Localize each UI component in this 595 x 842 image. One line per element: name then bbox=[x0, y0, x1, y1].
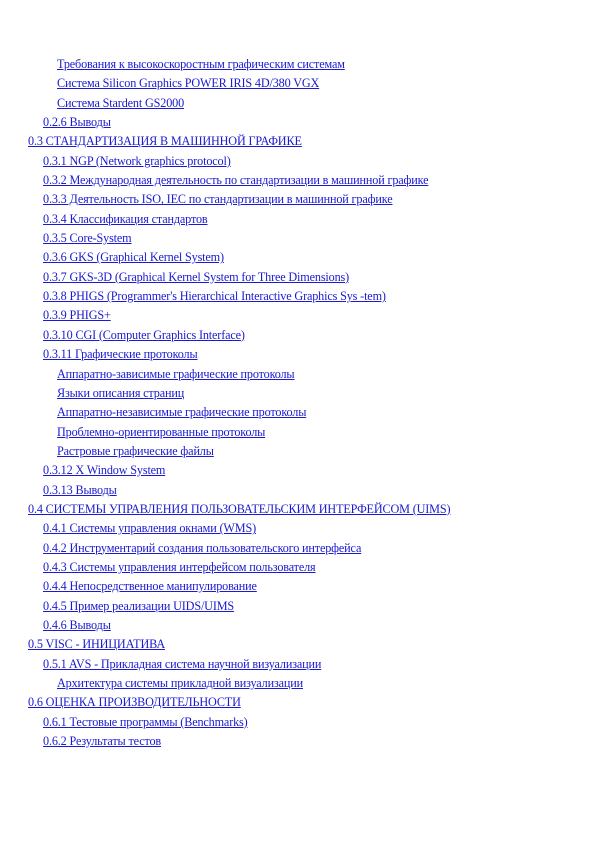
toc-link[interactable]: 0.3.10 CGI (Computer Graphics Interface) bbox=[43, 327, 245, 342]
toc-link[interactable]: 0.3.1 NGP (Network graphics protocol) bbox=[43, 153, 231, 168]
toc-link[interactable]: Архитектура системы прикладной визуализации bbox=[57, 676, 304, 690]
toc-entry bbox=[0, 713, 595, 732]
toc-entry bbox=[0, 655, 595, 674]
toc-link[interactable]: 0.6.1 Тестовые программы (Benchmarks) bbox=[43, 714, 248, 729]
toc-entry bbox=[0, 171, 595, 190]
toc-entry bbox=[0, 461, 595, 480]
toc-entry bbox=[0, 74, 595, 93]
toc-entry bbox=[0, 268, 595, 287]
toc-entry bbox=[0, 94, 595, 113]
toc-link[interactable]: 0.3.3 Деятельность ISO, IEC по стандартизации в машинной графике bbox=[43, 192, 393, 207]
toc-link[interactable]: 0.3.12 X Window System bbox=[43, 463, 166, 478]
toc-link[interactable]: 0.4.1 Системы управления окнами (WMS) bbox=[43, 521, 256, 536]
toc-link[interactable]: 0.4.3 Системы управления интерфейсом пользователя bbox=[43, 559, 316, 574]
toc-link[interactable]: 0.3.13 Выводы bbox=[43, 482, 117, 497]
toc-entry bbox=[0, 345, 595, 364]
toc-link[interactable]: 0.6.2 Результаты тестов bbox=[43, 734, 162, 749]
toc-link[interactable]: 0.2.6 Выводы bbox=[43, 115, 111, 130]
toc-entry bbox=[0, 287, 595, 306]
toc-entry bbox=[0, 190, 595, 209]
toc-entry bbox=[0, 442, 595, 461]
toc-link[interactable]: 0.4.5 Пример реализации UIDS/UIMS bbox=[43, 598, 235, 613]
toc-link[interactable]: 0.4.2 Инструментарий создания пользовательского интерфейса bbox=[43, 540, 362, 555]
toc-link[interactable]: 0.4.6 Выводы bbox=[43, 617, 111, 632]
toc-entry bbox=[0, 423, 595, 442]
toc-entry bbox=[0, 306, 595, 325]
toc-entry bbox=[0, 132, 595, 151]
toc-link[interactable]: 0.3.8 PHIGS (Programmer's Hierarchical Interactive Graphics Sys -tem) bbox=[43, 289, 386, 304]
toc-entry bbox=[0, 210, 595, 229]
toc-entry bbox=[0, 519, 595, 538]
toc-entry bbox=[0, 113, 595, 132]
toc-link[interactable]: 0.3.4 Классификация стандартов bbox=[43, 211, 208, 226]
toc-link[interactable]: 0.3.6 GKS (Graphical Kernel System) bbox=[43, 250, 224, 265]
toc-entry bbox=[0, 674, 595, 693]
toc-link[interactable]: 0.4 СИСТЕМЫ УПРАВЛЕНИЯ ПОЛЬЗОВАТЕЛЬСКИМ ИНТЕРФЕЙСОМ (UIMS) bbox=[28, 501, 451, 516]
toc-link[interactable]: Аппаратно-зависимые графические протоколы bbox=[57, 366, 295, 381]
toc-link[interactable]: Растровые графические файлы bbox=[57, 443, 214, 458]
toc-link[interactable]: 0.6 ОЦЕНКА ПРОИЗВОДИТЕЛЬНОСТИ bbox=[28, 695, 241, 710]
toc-link[interactable]: Система Silicon Graphics POWER IRIS 4D/380 VGX bbox=[57, 76, 320, 91]
toc-entry bbox=[0, 248, 595, 267]
toc-entry bbox=[0, 558, 595, 577]
toc-entry bbox=[0, 326, 595, 345]
table-of-contents bbox=[0, 55, 595, 751]
toc-entry bbox=[0, 635, 595, 654]
toc-link[interactable]: 0.4.4 Непосредственное манипулирование bbox=[43, 579, 257, 594]
toc-entry bbox=[0, 539, 595, 558]
toc-link[interactable]: 0.3.5 Core-System bbox=[43, 231, 132, 246]
toc-link[interactable]: 0.5 VISC - ИНИЦИАТИВА bbox=[28, 637, 165, 652]
toc-link[interactable]: 0.3.2 Международная деятельность по стандартизации в машинной графике bbox=[43, 173, 429, 188]
toc-entry bbox=[0, 152, 595, 171]
toc-link[interactable]: Требования к высокоскоростным графическим системам bbox=[57, 57, 345, 71]
toc-entry bbox=[0, 55, 595, 74]
toc-entry bbox=[0, 693, 595, 712]
toc-entry bbox=[0, 732, 595, 751]
toc-entry bbox=[0, 616, 595, 635]
toc-link[interactable]: 0.3.7 GKS-3D (Graphical Kernel System for Three Dimensions) bbox=[43, 269, 350, 284]
toc-entry bbox=[0, 365, 595, 384]
toc-entry bbox=[0, 597, 595, 616]
toc-entry bbox=[0, 403, 595, 422]
toc-entry bbox=[0, 577, 595, 596]
toc-entry bbox=[0, 229, 595, 248]
toc-link[interactable]: 0.3.9 PHIGS+ bbox=[43, 308, 111, 323]
toc-link[interactable]: 0.5.1 AVS - Прикладная система научной визуализации bbox=[43, 656, 322, 671]
toc-link[interactable]: Аппаратно-независимые графические протоколы bbox=[57, 405, 307, 420]
toc-link[interactable]: Система Stardent GS2000 bbox=[57, 95, 185, 110]
toc-entry bbox=[0, 481, 595, 500]
toc-link[interactable]: 0.3 СТАНДАРТИЗАЦИЯ В МАШИННОЙ ГРАФИКЕ bbox=[28, 134, 302, 149]
toc-entry bbox=[0, 384, 595, 403]
toc-entry bbox=[0, 500, 595, 519]
toc-link[interactable]: Проблемно-ориентированные протоколы bbox=[57, 424, 266, 439]
toc-link[interactable]: Языки описания страниц bbox=[57, 385, 185, 400]
toc-link[interactable]: 0.3.11 Графические протоколы bbox=[43, 347, 198, 362]
